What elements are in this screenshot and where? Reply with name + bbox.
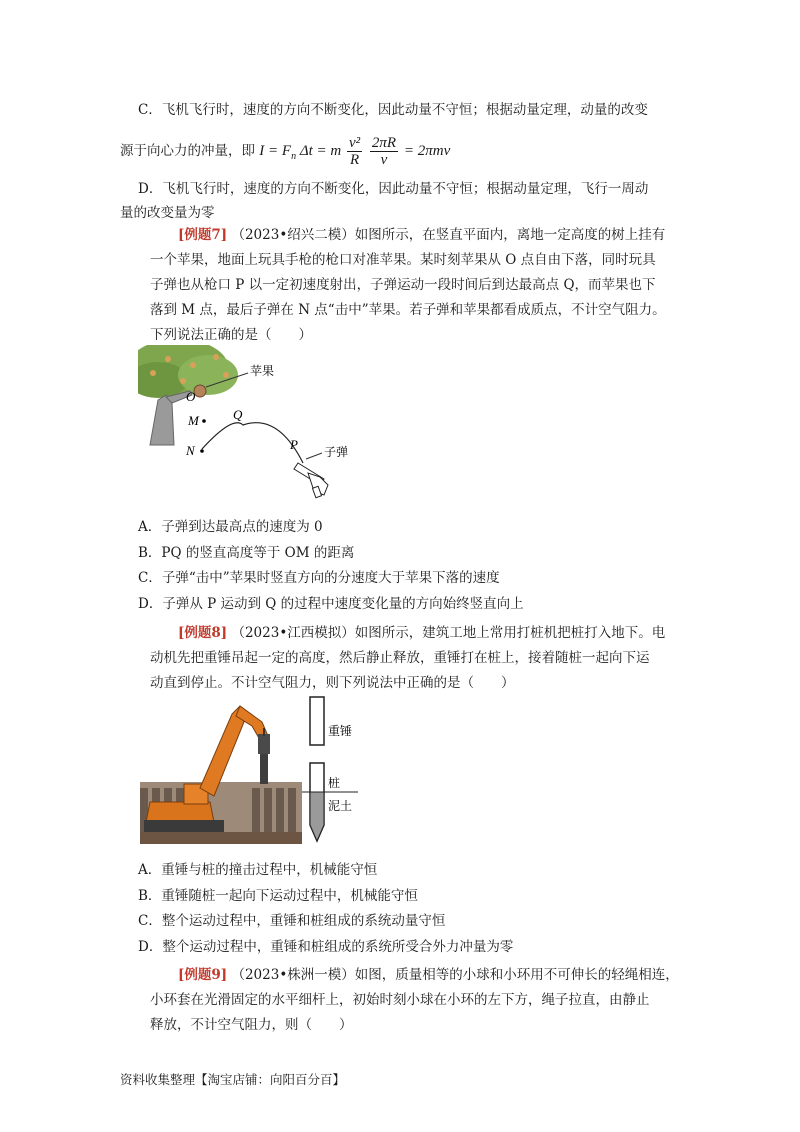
example7-line3: 子弹也从枪口 P 以一定初速度射出，子弹运动一段时间后到达最高点 Q，而苹果也下 xyxy=(150,277,656,293)
example9-heading xyxy=(178,963,679,983)
example9-line2: 小环套在光滑固定的水平细杆上，初始时刻小球在小环的左下方，绳子拉直，由静止 xyxy=(150,992,650,1008)
pile-label: 桩 xyxy=(328,776,341,790)
example8-line3: 动直到停止。不计空气阻力，则下列说法中正确的是（ ） xyxy=(150,675,515,691)
hammer xyxy=(258,734,270,754)
example7-heading xyxy=(178,223,665,243)
tree-trunk xyxy=(150,395,174,445)
apple-label: 苹果 xyxy=(250,364,275,378)
point-n-label: N xyxy=(186,443,195,458)
bullet-label: 子弹 xyxy=(324,445,349,459)
example8-option-a: A．重锤与桩的撞击过程中，机械能守恒 xyxy=(138,862,378,878)
momentum-formula: $I = F_n$ Δt = m $\frac{\text{v²}}{R}$ $\frac{2\pi R}{v}$ = 2πmv xyxy=(259,135,451,168)
pile xyxy=(260,754,268,784)
example7-figure xyxy=(138,345,378,505)
q6-option-c-prefix: 源于向心力的冲量，即 xyxy=(120,142,255,159)
example8-tag: [例题8] xyxy=(178,625,228,641)
example7-line5: 下列说法正确的是（ ） xyxy=(150,327,312,343)
pile-driver-photo xyxy=(140,692,302,844)
q6-option-d-line1: D．飞机飞行时，速度的方向不断变化，因此动量不守恒；根据动量定理，飞行一周动 xyxy=(138,181,649,197)
point-q-label: Q xyxy=(233,407,243,422)
example8-option-b: B．重锤随桩一起向下运动过程中，机械能守恒 xyxy=(138,888,418,904)
q6-option-c-line1: C．飞机飞行时，速度的方向不断变化，因此动量不守恒；根据动量定理，动量的改变 xyxy=(138,102,648,118)
point-p-label: P xyxy=(290,437,298,452)
point-m xyxy=(202,419,206,423)
excavator-body xyxy=(146,802,214,822)
example8-heading xyxy=(178,621,665,641)
example7-option-d: D．子弹从 P 运动到 Q 的过程中速度变化量的方向始终竖直向上 xyxy=(138,596,524,612)
pile-schematic xyxy=(300,695,370,843)
example7-option-b: B．PQ 的竖直高度等于 OM 的距离 xyxy=(138,545,355,561)
bullet-trajectory xyxy=(202,423,303,463)
pile-in-soil xyxy=(310,792,324,841)
example8-option-c: C．整个运动过程中，重锤和桩组成的系统动量守恒 xyxy=(138,913,446,929)
soil-label: 泥土 xyxy=(328,799,353,813)
example8-line1: （2023•江西模拟）如图所示，建筑工地上常用打桩机把桩打入地下。电 xyxy=(231,625,666,641)
example7-tag: [例题7] xyxy=(178,227,228,243)
example7-option-c: C．子弹“击中”苹果时竖直方向的分速度大于苹果下落的速度 xyxy=(138,570,500,586)
example8-line2: 动机先把重锤吊起一定的高度，然后静止释放，重锤打在桩上，接着随桩一起向下运 xyxy=(150,650,650,666)
fraction-2pir-over-v: $\frac{2\pi R}{v}$ xyxy=(371,135,397,168)
page-footer: 资料收集整理【淘宝店铺：向阳百分百】 xyxy=(120,1072,346,1087)
example7-line4: 落到 M 点，最后子弹在 N 点“击中”苹果。若子弹和苹果都看成质点，不计空气阻力。 xyxy=(150,302,666,318)
point-o-label: O xyxy=(186,389,196,404)
point-n xyxy=(200,449,204,453)
example9-tag: [例题9] xyxy=(178,967,228,983)
hammer-label: 重锤 xyxy=(328,724,353,738)
apple xyxy=(194,385,206,397)
toy-gun-icon xyxy=(294,463,328,498)
q6-option-d-line2: 量的改变量为零 xyxy=(120,205,215,221)
point-m-label: M xyxy=(188,413,199,428)
example7-option-a: A．子弹到达最高点的速度为 0 xyxy=(138,519,323,535)
example9-line1: （2023•株洲一模）如图，质量相等的小球和小环用不可伸长的轻绳相连， xyxy=(231,967,679,983)
fraction-v2-over-r: $\frac{\text{v²}}{R}$ xyxy=(349,135,361,168)
example9-line3: 释放，不计空气阻力，则（ ） xyxy=(150,1017,353,1033)
example8-option-d: D．整个运动过程中，重锤和桩组成的系统所受合外力冲量为零 xyxy=(138,939,514,955)
hammer-block xyxy=(310,697,324,745)
example7-line1: （2023•绍兴二模）如图所示，在竖直平面内，离地一定高度的树上挂有 xyxy=(231,227,666,243)
q6-option-c-line2 xyxy=(120,135,450,168)
example7-line2: 一个苹果，地面上玩具手枪的枪口对准苹果。某时刻苹果从 O 点自由下落，同时玩具 xyxy=(150,252,656,268)
